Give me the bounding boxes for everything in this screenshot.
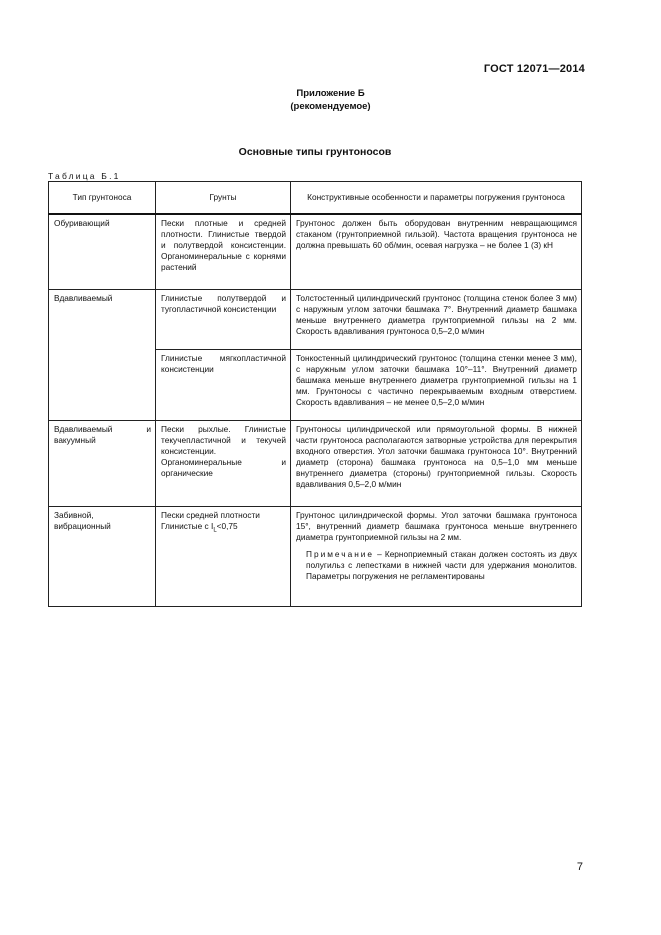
table-row	[49, 421, 582, 507]
standard-code: ГОСТ 12071—2014	[483, 63, 585, 75]
cell-features: Толстостенный цилиндрический грунтонос (толщина стенок более 3 мм) с наружным углом заточки башмака 7°. Внутренний диаметр башмака меньше внутреннего диаметра грунтоприемной гильзы на 2 мм. Скорость вдавливания грунтоноса 0,5–2,0 м/мин	[291, 290, 582, 350]
cell-soils	[156, 507, 291, 607]
page-number: 7	[576, 861, 583, 873]
cell-type: Обуривающий	[49, 214, 156, 290]
annex-heading	[0, 87, 661, 113]
table-row	[49, 214, 582, 290]
header-features: Конструктивные особенности и параметры погружения грунтоноса	[291, 182, 582, 214]
cell-soils: Пески рыхлые. Глинистые текучепластичной и текучей консистенции. Органоминеральные и органические	[156, 421, 291, 507]
features-text: Грунтонос цилиндрической формы. Угол заточки башмака грунтоноса 15°, внутренний диаметр башмака грунтоноса меньше внутреннего диаметра грунтоприемной гильзы на 2 мм.	[296, 510, 577, 542]
header-sampler-type: Тип грунтоноса	[49, 182, 156, 214]
annex-subtitle: (рекомендуемое)	[290, 101, 371, 112]
soils-suffix: <0,75	[216, 521, 238, 531]
table-header-row	[49, 182, 582, 214]
cell-type: Вдавливаемый	[49, 290, 156, 421]
soils-text: Пески средней плотности Глинистые с I	[161, 510, 260, 531]
annex-title: Приложение Б	[296, 88, 365, 99]
cell-features: Тонкостенный цилиндрический грунтонос (толщина стенки менее 3 мм), с наружным углом заточки башмака 10°–11°. Внутренний диаметр башмака меньше внутреннего диаметра грунтоприемной гильзы на 1 мм. Грунтоносы с частично перекрываемым входным отверстием. Скорость вдавливания – не менее 0,5–2,0 м/мин	[291, 350, 582, 421]
note-text: – Керноприемный стакан должен состоять из двух полугильз с лепестками в нижней части для удержания монолитов. Параметры погружения не регламентированы	[306, 549, 577, 581]
cell-features	[291, 507, 582, 607]
table-note	[296, 549, 577, 582]
section-title: Основные типы грунтоносов	[238, 146, 392, 158]
cell-soils: Глинистые полутвердой и тугопластичной консистенции	[156, 290, 291, 350]
cell-soils: Глинистые мягкопластичной консистенции	[156, 350, 291, 421]
note-lead: Примечание	[306, 549, 375, 559]
table-row	[49, 290, 582, 350]
cell-features: Грунтонос должен быть оборудован внутренним невращающимся стаканом (грунтоприемной гильзой). Частота вращения грунтоноса не должна превышать 60 об/мин, осевая нагрузка – не более 1 (3) кН	[291, 214, 582, 290]
table-row	[49, 507, 582, 607]
cell-soils: Пески плотные и средней плотности. Глинистые твердой и полутвердой консистенции. Органоминеральные с корнями растений	[156, 214, 291, 290]
soils-subscript: L	[213, 527, 217, 534]
cell-type: Забивной, вибрационный	[49, 507, 156, 607]
sampler-types-table	[48, 181, 582, 607]
cell-features: Грунтоносы цилиндрической или прямоугольной формы. В нижней части грунтоноса располагаются затворные устройства для перекрытия входного отверстия. Угол заточки башмака грунтоноса 10°. Внутренний диаметр (сторона) башмака грунтоноса на 0,5–1,0 мм меньше внутреннего диаметра (стороны) грунтоприемной гильзы. Скорость вдавливания 0,5–2,0 м/мин	[291, 421, 582, 507]
table-label: Таблица Б.1	[48, 171, 121, 181]
cell-type: Вдавливаемый и вакуумный	[49, 421, 156, 507]
header-soils: Грунты	[156, 182, 291, 214]
